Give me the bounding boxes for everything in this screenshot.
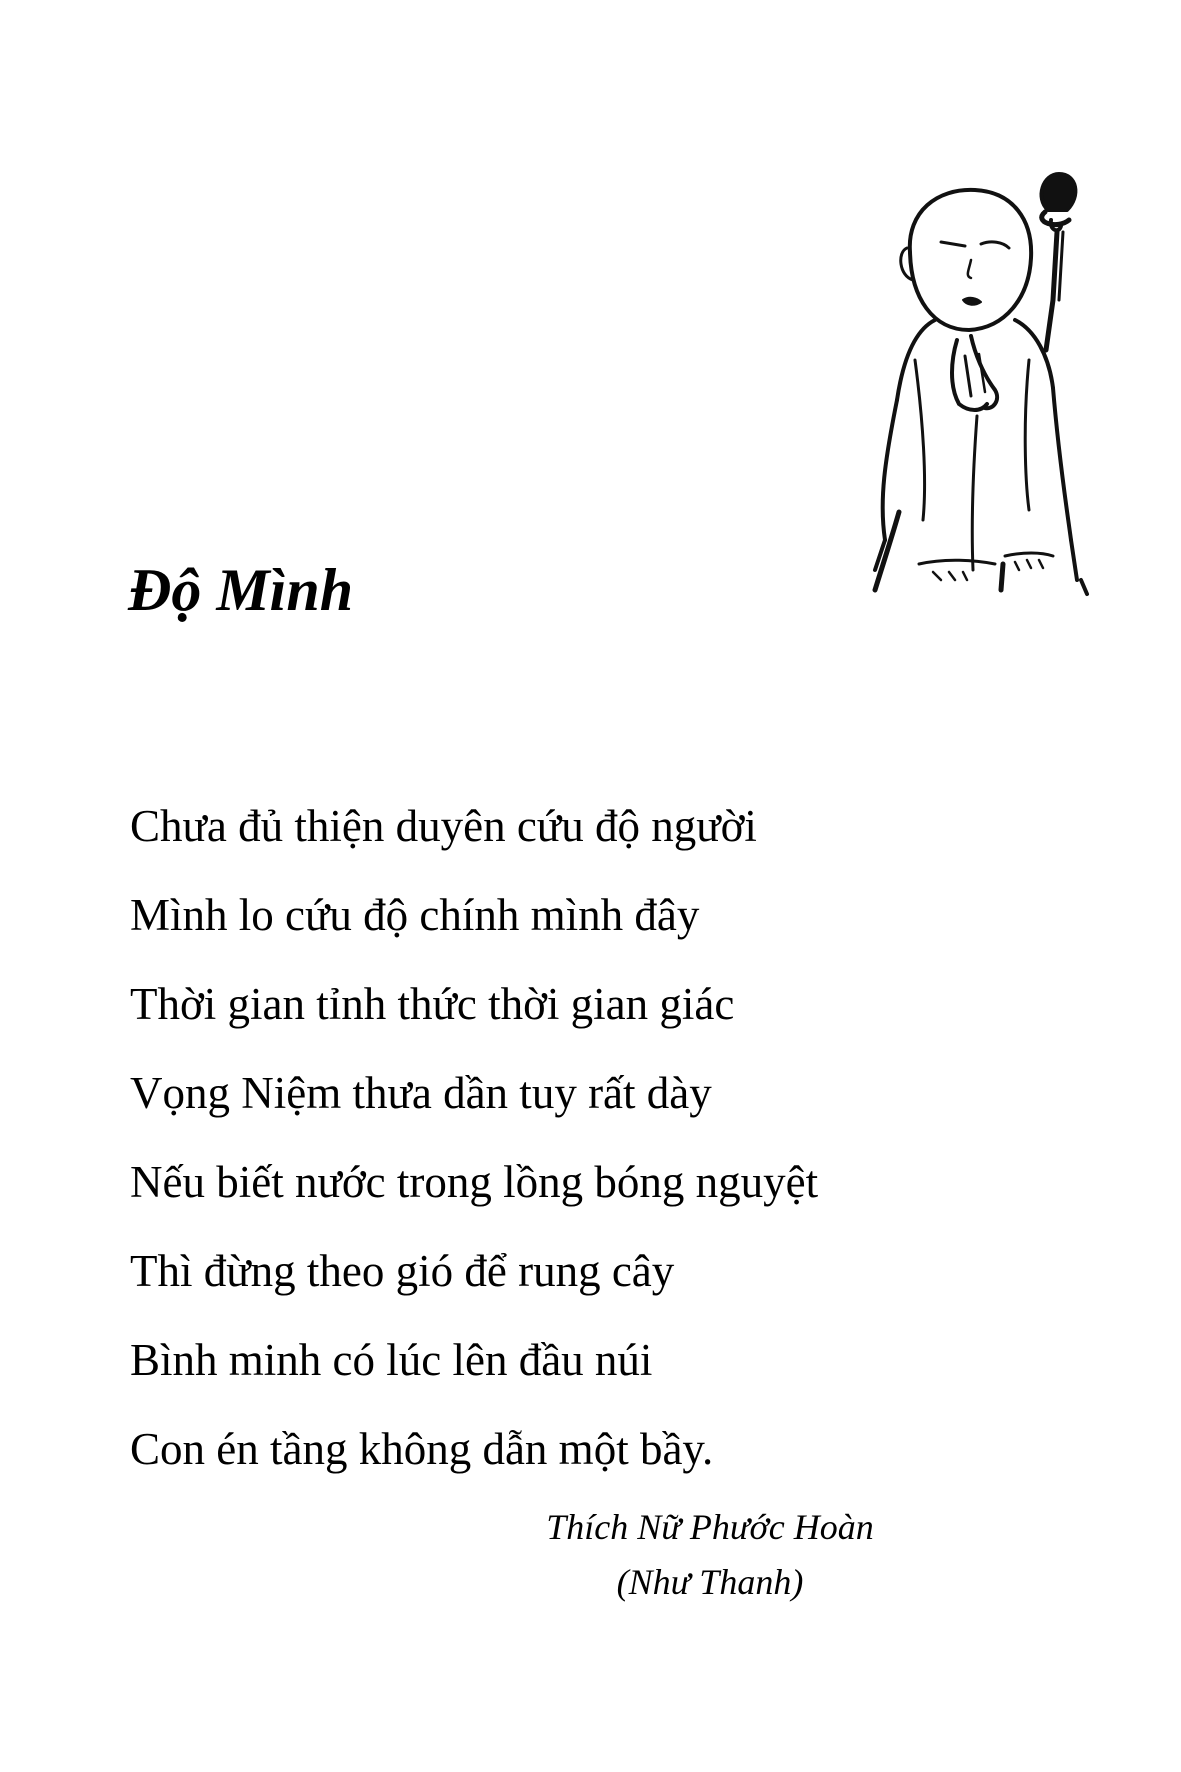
- poem-title: Độ Mình: [128, 557, 354, 623]
- poem-line: Vọng Niệm thưa dần tuy rất dày: [130, 1068, 712, 1118]
- poem-line: Mình lo cứu độ chính mình đây: [130, 890, 700, 940]
- poem-line: Bình minh có lúc lên đầu núi: [130, 1335, 653, 1385]
- poem-line: Thời gian tỉnh thức thời gian giác: [130, 979, 735, 1029]
- monk-with-staff-sketch-icon: [845, 160, 1120, 665]
- author-alias: (Như Thanh): [616, 1562, 804, 1602]
- poem-line: Nếu biết nước trong lồng bóng nguyệt: [130, 1157, 819, 1207]
- poem-body: [130, 782, 818, 1494]
- poem-line: Thì đừng theo gió để rung cây: [130, 1246, 675, 1296]
- poem-line: Chưa đủ thiện duyên cứu độ người: [130, 801, 757, 851]
- author-attribution: [500, 1500, 920, 1610]
- poem-line: Con én tầng không dẫn một bầy.: [130, 1424, 714, 1474]
- author-name: Thích Nữ Phước Hoàn: [546, 1507, 874, 1547]
